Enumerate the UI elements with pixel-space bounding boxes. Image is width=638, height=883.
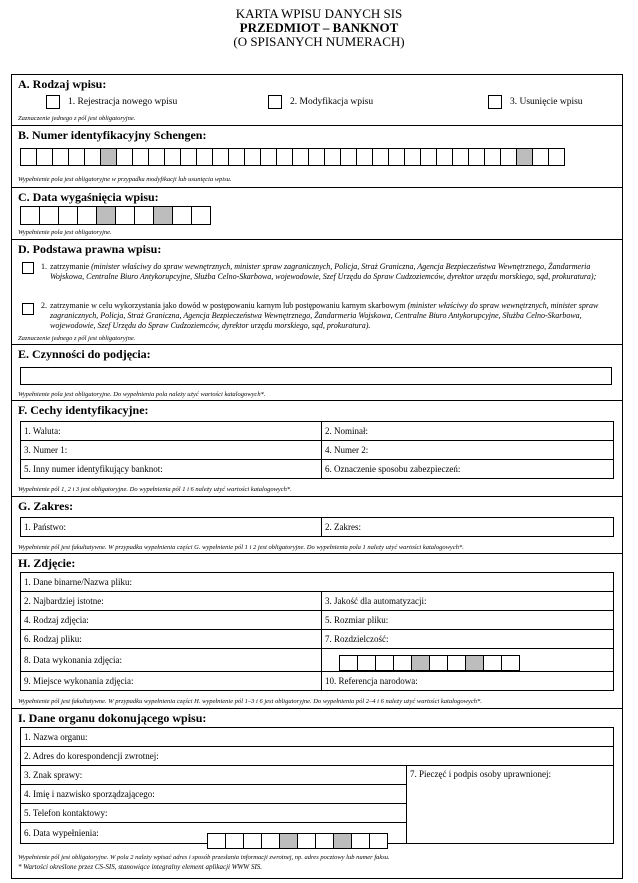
photo-date-cell[interactable] [357, 655, 376, 671]
photo-table [20, 572, 614, 691]
schengen-id-cell[interactable] [468, 148, 485, 166]
option-delete-entry-label: 3. Usunięcie wpisu [510, 97, 583, 107]
actions-field[interactable] [20, 367, 612, 385]
schengen-id-cell[interactable] [340, 148, 357, 166]
legal-basis-2-number: 2. [41, 301, 47, 310]
section-a-note: Zaznaczenie jednego z pól jest obligatoryjne. [18, 115, 136, 122]
option-modify-entry-label: 2. Modyfikacja wpisu [290, 97, 374, 107]
field-scope[interactable]: 2. Zakres: [322, 518, 614, 537]
fill-date-cell[interactable] [351, 833, 370, 849]
sis-entry-form [11, 74, 623, 879]
photo-date-cell[interactable] [375, 655, 394, 671]
section-d-title: D. Podstawa prawna wpisu: [18, 242, 162, 256]
schengen-id-cell[interactable] [308, 148, 325, 166]
field-preparer-name[interactable]: 4. Imię i nazwisko sporządzającego: [21, 785, 407, 804]
schengen-id-cell[interactable] [500, 148, 517, 166]
expiry-date-cell[interactable] [134, 206, 154, 225]
schengen-id-cell[interactable] [276, 148, 293, 166]
photo-date-cells[interactable] [339, 655, 519, 671]
schengen-id-cell[interactable] [148, 148, 165, 166]
section-g-title: G. Zakres: [18, 499, 74, 513]
field-binary-data-filename[interactable]: 1. Dane binarne/Nazwa pliku: [21, 573, 614, 592]
section-d [12, 239, 622, 345]
field-authority-name[interactable]: 1. Nazwa organu: [21, 728, 614, 747]
schengen-id-cell[interactable] [484, 148, 501, 166]
field-currency[interactable]: 1. Waluta: [21, 422, 322, 441]
schengen-id-cell[interactable] [388, 148, 405, 166]
section-h [12, 553, 622, 709]
photo-date-cell[interactable] [429, 655, 448, 671]
fill-date-cell[interactable] [315, 833, 334, 849]
schengen-id-cell[interactable] [260, 148, 277, 166]
expiry-date-cell[interactable] [39, 206, 59, 225]
fill-date-cell[interactable] [333, 833, 352, 849]
section-c-note: Wypełnienie pola jest obligatoryjne. [18, 229, 112, 236]
expiry-date-cell[interactable] [172, 206, 192, 225]
photo-date-cell[interactable] [447, 655, 466, 671]
field-resolution[interactable]: 7. Rozdzielczość: [322, 630, 614, 649]
section-c-title: C. Data wygaśnięcia wpisu: [18, 190, 159, 204]
fill-date-cell[interactable] [369, 833, 388, 849]
section-h-note: Wypełnienie pól jest fakultatywne. W przypadku wypełnienia części H. wypełnienie pól 1–3 i 6 jest obligatoryjne. Do wypełnienia pól 2–4 i 6 należy użyć wartości katalogowych*. [18, 698, 482, 705]
form-title-line1: KARTA WPISU DANYCH SIS [235, 6, 403, 21]
form-title-line3: (O SPISANYCH NUMERACH) [233, 34, 405, 49]
section-f [12, 400, 622, 497]
option-new-entry-label: 1. Rejestracja nowego wpisu [68, 97, 178, 107]
section-c [12, 187, 622, 240]
schengen-id-cell[interactable] [548, 148, 565, 166]
fill-date-cell[interactable] [279, 833, 298, 849]
section-e-title: E. Czynności do podjęcia: [18, 347, 151, 361]
field-number-1[interactable]: 3. Numer 1: [21, 441, 322, 460]
fill-date-cell[interactable] [297, 833, 316, 849]
field-denomination[interactable]: 2. Nominał: [322, 422, 614, 441]
checkbox-delete-entry[interactable] [488, 95, 502, 109]
schengen-id-cell[interactable] [324, 148, 341, 166]
field-fill-date-label: 6. Data wypełnienia: [24, 828, 99, 838]
legal-basis-option-2 [41, 301, 610, 331]
authority-table [20, 727, 614, 844]
section-g [12, 496, 622, 554]
schengen-id-cells[interactable] [20, 148, 564, 166]
schengen-id-cell[interactable] [164, 148, 181, 166]
field-file-size[interactable]: 5. Rozmiar pliku: [322, 611, 614, 630]
schengen-id-cell[interactable] [372, 148, 389, 166]
field-file-type[interactable]: 6. Rodzaj pliku: [21, 630, 322, 649]
schengen-id-cell[interactable] [36, 148, 53, 166]
expiry-date-cell[interactable] [153, 206, 173, 225]
schengen-id-cell[interactable] [292, 148, 309, 166]
section-d-note: Zaznaczenie jednego z pól jest obligatoryjne. [18, 335, 136, 342]
checkbox-legal-basis-2[interactable] [22, 303, 34, 315]
schengen-id-cell[interactable] [52, 148, 69, 166]
field-case-reference[interactable]: 3. Znak sprawy: [21, 766, 407, 785]
field-photo-place[interactable]: 9. Miejsce wykonania zdjęcia: [21, 672, 322, 691]
section-f-title: F. Cechy identyfikacyjne: [18, 403, 149, 417]
section-h-title: H. Zdjęcie: [18, 556, 76, 570]
photo-date-cell[interactable] [393, 655, 412, 671]
schengen-id-cell[interactable] [228, 148, 245, 166]
section-i-title: I. Dane organu dokonującego wpisu: [18, 711, 207, 725]
section-b-note: Wypełnienie pola jest obligatoryjne w przypadku modyfikacji lub usunięcia wpisu. [18, 176, 232, 183]
section-e [12, 344, 622, 401]
field-most-relevant[interactable]: 2. Najbardziej istotne: [21, 592, 322, 611]
checkbox-new-entry[interactable] [46, 95, 60, 109]
section-f-note: Wypełnienie pól 1, 2 i 3 jest obligatoryjne. Do wypełnienia pól 1 i 6 należy użyć wartości katalogowych*. [18, 486, 292, 493]
fill-date-cell[interactable] [225, 833, 244, 849]
legal-basis-2-authorities: (minister właściwy do spraw wewnętrznych, minister spraw zagranicznych, Policja, Straż Graniczna, Agencja Bezpieczeństwa Wewnętrznego, Żandarmeria Wojskowa, Centralne Biuro Antykorupcyjne, Służba Celno-Skarbowa, wojewodowie, Szef Urzędu do Spraw Cudzoziemców, dyrektor urzędu morskiego, sąd, prokuratura). [50, 301, 599, 330]
photo-date-cell[interactable] [411, 655, 430, 671]
field-other-banknote-id[interactable]: 5. Inny numer identyfikujący banknot: [21, 460, 322, 479]
schengen-id-cell[interactable] [68, 148, 85, 166]
field-security-marking[interactable]: 6. Oznaczenie sposobu zabezpieczeń: [322, 460, 614, 479]
schengen-id-cell[interactable] [196, 148, 213, 166]
legal-basis-option-1 [41, 262, 610, 282]
legal-basis-1-text: zatrzymanie [50, 262, 90, 271]
schengen-id-cell[interactable] [132, 148, 149, 166]
legal-basis-1-authorities: (minister właściwy do spraw wewnętrznych, minister spraw zagranicznych, Policja, Straż Graniczna, Agencja Bezpieczeństwa Wewnętrznego, Żandarmeria Wojskowa, Centralne Biuro Antykorupcyjne, Służba Celno-Skarbowa, wojewodowie, Szef Urzędu do Spraw Cudzoziemców, dyrektor urzędu morskiego, sąd, prokuratura); [50, 262, 597, 281]
schengen-id-cell[interactable] [116, 148, 133, 166]
expiry-date-cell[interactable] [96, 206, 116, 225]
field-return-address[interactable]: 2. Adres do korespondencji zwrotnej: [21, 747, 614, 766]
fill-date-cell[interactable] [243, 833, 262, 849]
section-a [12, 75, 622, 125]
field-country[interactable]: 1. Państwo: [21, 518, 322, 537]
expiry-date-cell[interactable] [58, 206, 78, 225]
fill-date-cells[interactable] [207, 833, 387, 849]
expiry-date-cell[interactable] [77, 206, 97, 225]
field-number-2[interactable]: 4. Numer 2: [322, 441, 614, 460]
fill-date-cell[interactable] [207, 833, 226, 849]
schengen-id-cell[interactable] [436, 148, 453, 166]
schengen-id-cell[interactable] [452, 148, 469, 166]
scope-table [20, 517, 614, 537]
expiry-date-cells[interactable] [20, 206, 210, 225]
legal-basis-2-text: zatrzymanie w celu wykorzystania jako dowód w postępowaniu karnym lub postępowaniu karnym skarbowym [50, 301, 406, 310]
expiry-date-cell[interactable] [191, 206, 211, 225]
schengen-id-cell[interactable] [532, 148, 549, 166]
fill-date-cell[interactable] [261, 833, 280, 849]
field-contact-phone[interactable]: 5. Telefon kontaktowy: [21, 804, 407, 823]
section-i [12, 708, 622, 864]
catalog-values-footnote: * Wartości określone przez CS-SIS, stanowiące integralny element aplikacji WWW SIS. [18, 863, 263, 871]
schengen-id-cell[interactable] [212, 148, 229, 166]
schengen-id-cell[interactable] [420, 148, 437, 166]
field-stamp-signature[interactable]: 7. Pieczęć i podpis osoby uprawnionej: [407, 766, 614, 844]
section-b [12, 125, 622, 188]
schengen-id-cell[interactable] [180, 148, 197, 166]
photo-date-cell[interactable] [483, 655, 502, 671]
expiry-date-cell[interactable] [115, 206, 135, 225]
field-photo-date-label: 8. Data wykonania zdjęcia: [24, 655, 122, 665]
form-title-line2: PRZEDMIOT – BANKNOT [239, 20, 399, 35]
field-photo-type[interactable]: 4. Rodzaj zdjęcia: [21, 611, 322, 630]
section-g-note: Wypełnienie pól jest fakultatywne. W przypadku wypełnienia części G. wypełnienie pól 1 i 2 jest obligatoryjne. Do wypełnienia pola 1 należy użyć wartości katalogowych*. [18, 544, 464, 551]
checkbox-legal-basis-1[interactable] [22, 262, 34, 274]
schengen-id-cell[interactable] [100, 148, 117, 166]
schengen-id-cell[interactable] [516, 148, 533, 166]
schengen-id-cell[interactable] [356, 148, 373, 166]
identification-features-table [20, 421, 614, 479]
section-e-note: Wypełnienie pola jest obligatoryjne. Do wypełnienia pola należy użyć wartości katalogowych*. [18, 391, 266, 398]
schengen-id-cell[interactable] [244, 148, 261, 166]
field-national-reference[interactable]: 10. Referencja narodowa: [322, 672, 614, 691]
field-photo-date-row[interactable] [21, 649, 322, 672]
photo-date-cell[interactable] [465, 655, 484, 671]
section-i-note: Wypełnienie pól jest obligatoryjne. W polu 2 należy wpisać adres i sposób przesłania informacji zwrotnej, np. adres pocztowy lub numer faksu. [18, 854, 390, 861]
schengen-id-cell[interactable] [84, 148, 101, 166]
expiry-date-cell[interactable] [20, 206, 40, 225]
checkbox-modify-entry[interactable] [268, 95, 282, 109]
field-automation-quality[interactable]: 3. Jakość dla automatyzacji: [322, 592, 614, 611]
schengen-id-cell[interactable] [404, 148, 421, 166]
section-a-title: A. Rodzaj wpisu: [18, 77, 107, 91]
photo-date-cell[interactable] [339, 655, 358, 671]
section-b-title: B. Numer identyfikacyjny Schengen: [18, 128, 207, 142]
schengen-id-cell[interactable] [20, 148, 37, 166]
photo-date-cell[interactable] [501, 655, 520, 671]
legal-basis-1-number: 1. [41, 262, 47, 271]
